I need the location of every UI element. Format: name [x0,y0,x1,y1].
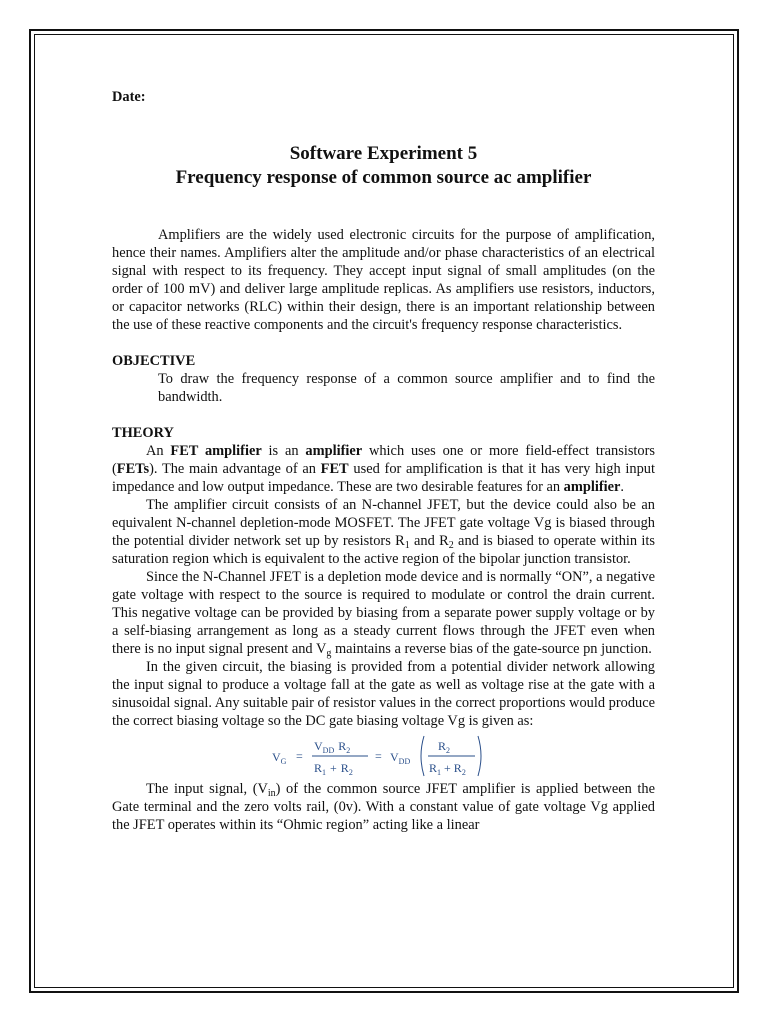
title-line-2: Frequency response of common source ac amplifier [175,167,592,188]
svg-text:VDDR2: $V_{DD}$ $R_2$ [314,739,351,755]
title-line-1: Software Experiment 5 [289,143,478,164]
svg-text:VG: $V_G$ [272,750,287,766]
objective-text: To draw the frequency response of a common source amplifier and to find the bandwidth. [158,371,655,405]
intro-paragraph: Amplifiers are the widely used electronic circuits for the purpose of amplification, hence their names. Amplifiers alter the amplitude and/or phase characteristics of an electrical signal with respect to its frequency. They accept input signal of small amplitudes (on the order of 100 mV) and deliver large amplitude replicas. As amplifiers use resistors, inductors, or capacitor networks (RLC) within their design, there is an important relationship between the use of these reactive components and the circuit's frequency response characteristics. [112,227,655,333]
svg-text:R1+R2: $R_1 + R_2$ [429,761,466,777]
theory-paragraph-4: In the given circuit, the biasing is provided from a potential divider network allowing the input signal to produce a voltage fall at the gate as well as voltage rise at the gate with a sinusoidal signal. Any suitable pair of resistor values in the correct proportions would produce the correct biasing voltage so the DC gate biasing voltage Vg is given as: [112,659,655,729]
date-label: Date: [112,89,146,105]
theory-paragraph-1: An FET amplifier is an amplifier which uses one or more field-effect transistors (FETs). The main advantage of an FET used for amplification is that it has very high input impedance and low output impedance. These are two desirable features for an amplifier. [112,443,656,495]
svg-text:R1+R2: $R_1 + R_2$ [314,761,353,777]
theory-heading: THEORY [112,425,174,441]
theory-paragraph-2: The amplifier circuit consists of an N-channel JFET, but the device could also be an equivalent N-channel depletion-mode MOSFET. The JFET gate voltage Vg is biased through the potential divider network set up by resistors $R_1$ and $R_2$ and is biased to operate within its saturation region which is equivalent to the active region of the bipolar junction transistor. [112,497,655,567]
theory-paragraph-5: The input signal, $(V_{in})$ of the common source JFET amplifier is applied between the Gate terminal and the zero volts rail, (0v). With a constant value of gate voltage Vg applied the JFET operates within its “Ohmic region” acting like a linear [112,781,656,833]
svg-text:=: = [296,749,303,763]
svg-text:VDD: $V_{DD}$ [390,750,411,766]
theory-paragraph-3: Since the N-Channel JFET is a depletion mode device and is normally “ON”, a negative gate voltage with respect to the source is required to modulate or control the drain current. This negative voltage can be provided by biasing from a separate power supply voltage or by a self-biasing arrangement as long as a steady current flows through the JFET even when there is no input signal present and $V_g$ maintains a reverse bias of the gate-source pn junction. [112,569,655,659]
svg-text:=: = [375,749,382,763]
objective-heading: OBJECTIVE [112,353,196,369]
gate-voltage-formula [112,732,655,780]
document-title [112,142,655,190]
document-body [112,88,655,834]
svg-text:R2: $R_2$ [438,739,451,755]
